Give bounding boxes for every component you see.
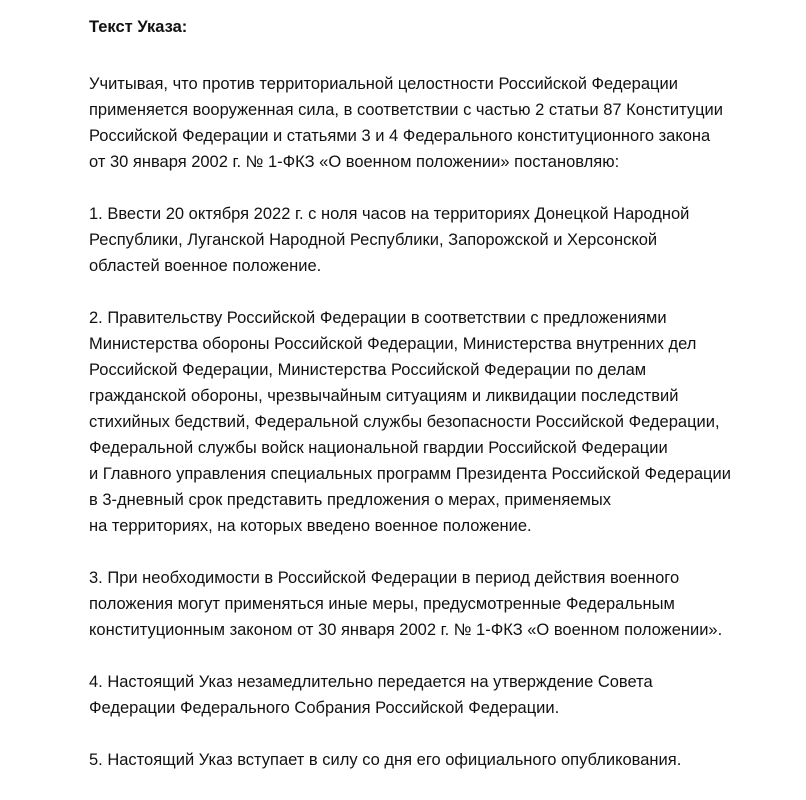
paragraph-line: Российской Федерации, Министерства Российской Федерации по делам (89, 361, 647, 379)
paragraph-line: 2. Правительству Российской Федерации в соответствии с предложениями (89, 309, 667, 327)
paragraph-line: гражданской обороны, чрезвычайным ситуациям и ликвидации последствий (89, 387, 679, 405)
paragraph-line: конституционным законом от 30 января 2002 г. № 1-ФКЗ «О военном положении». (89, 621, 723, 639)
decree-heading: Текст Указа: (89, 18, 188, 36)
paragraph-line: Российской Федерации и статьями 3 и 4 Федерального конституционного закона (89, 127, 711, 145)
paragraph-line: и Главного управления специальных программ Президента Российской Федерации (89, 465, 731, 483)
clause-1-paragraph (89, 201, 789, 279)
paragraph-line: от 30 января 2002 г. № 1-ФКЗ «О военном положении» постановляю: (89, 153, 620, 171)
paragraph-line: стихийных бедствий, Федеральной службы безопасности Российской Федерации, (89, 413, 720, 431)
paragraph-line: Республики, Луганской Народной Республики, Запорожской и Херсонской (89, 231, 658, 249)
paragraph-line: 3. При необходимости в Российской Федерации в период действия военного (89, 569, 680, 587)
preamble-paragraph (89, 71, 789, 175)
paragraph-line: положения могут применяться иные меры, предусмотренные Федеральным (89, 595, 675, 613)
paragraph-line: Федеральной службы войск национальной гвардии Российской Федерации (89, 439, 668, 457)
paragraph-line: Министерства обороны Российской Федерации, Министерства внутренних дел (89, 335, 697, 353)
paragraph-line: в 3-дневный срок представить предложения о мерах, применяемых (89, 491, 611, 509)
clause-2-paragraph (89, 305, 789, 539)
clause-4-paragraph (89, 669, 789, 721)
clause-5-paragraph (89, 747, 789, 773)
clause-3-paragraph (89, 565, 789, 643)
paragraph-line: 4. Настоящий Указ незамедлительно передается на утверждение Совета (89, 673, 653, 691)
paragraph-line: применяется вооруженная сила, в соответствии с частью 2 статьи 87 Конституции (89, 101, 723, 119)
paragraph-line: на территориях, на которых введено военное положение. (89, 517, 532, 535)
paragraph-line: 1. Ввести 20 октября 2022 г. с ноля часов на территориях Донецкой Народной (89, 205, 690, 223)
paragraph-line: Учитывая, что против территориальной целостности Российской Федерации (89, 75, 678, 93)
paragraph-line: областей военное положение. (89, 257, 322, 275)
paragraph-line: Федерации Федерального Собрания Российской Федерации. (89, 699, 560, 717)
paragraph-line: 5. Настоящий Указ вступает в силу со дня его официального опубликования. (89, 751, 682, 769)
decree-document (89, 14, 789, 799)
